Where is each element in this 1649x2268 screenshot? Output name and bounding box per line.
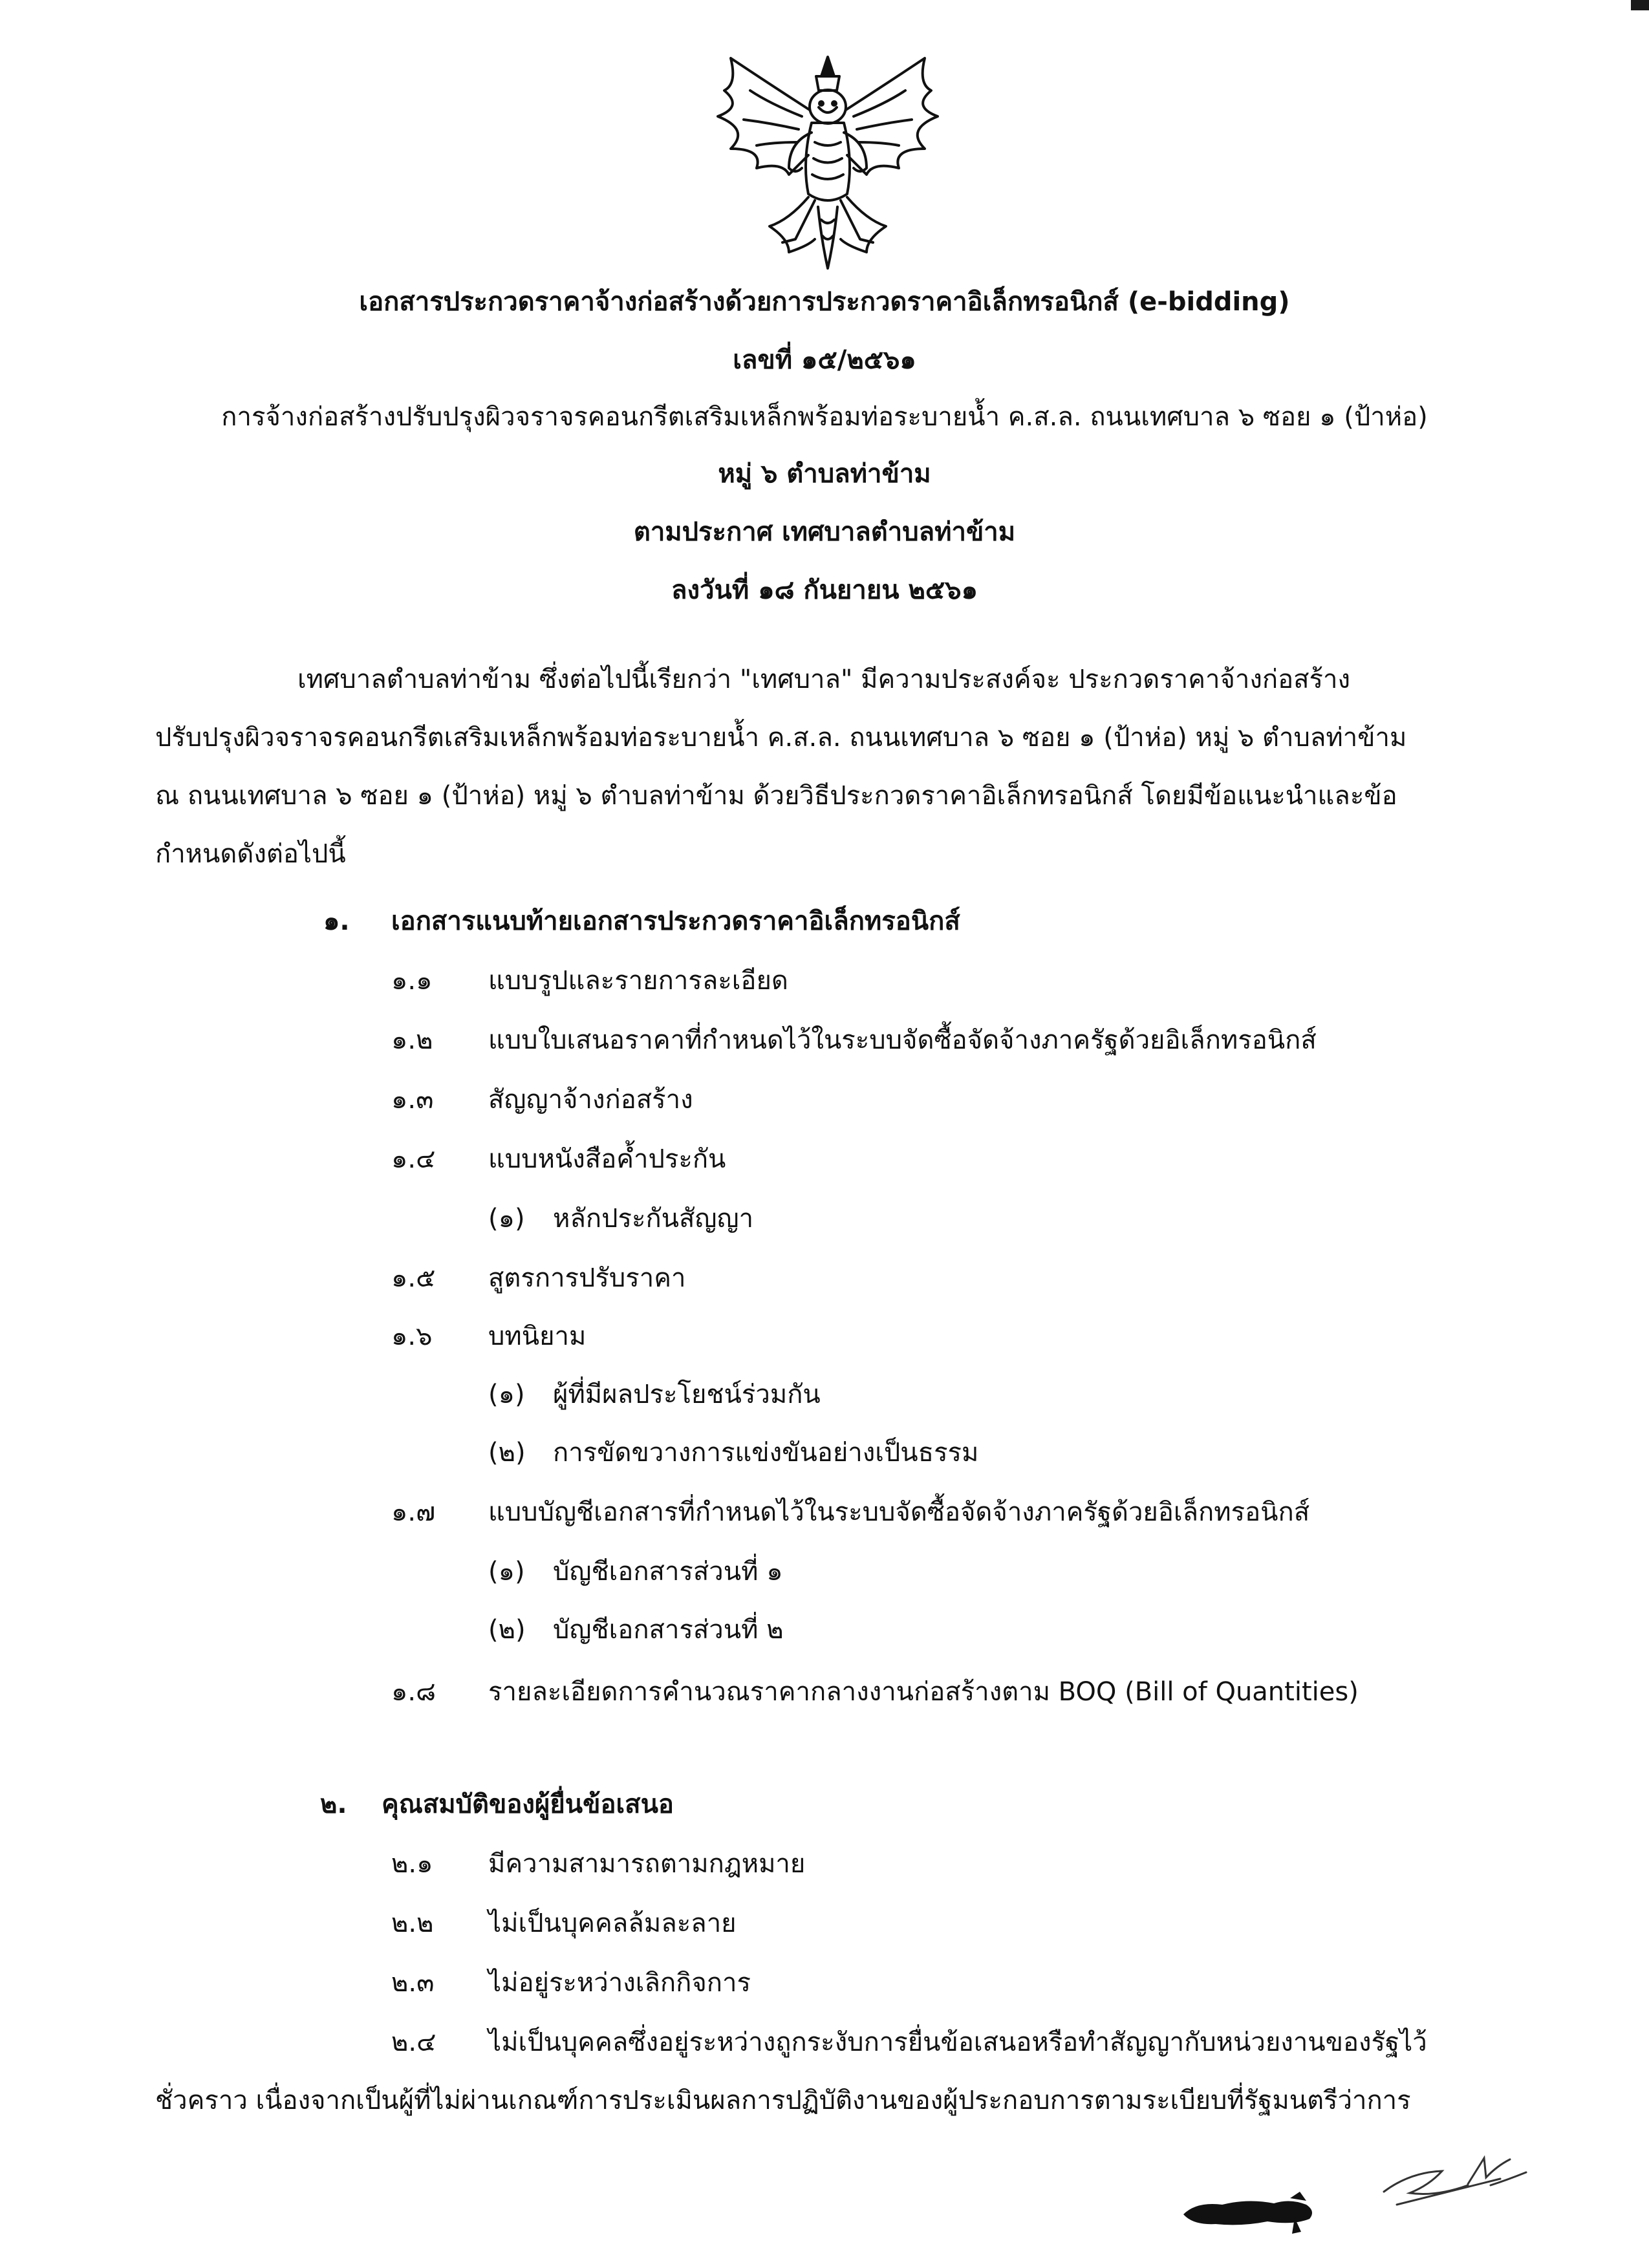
project-title-line2: หมู่ ๖ ตำบลท่าข้าม	[718, 459, 931, 489]
list-item-number: ๑.๑	[391, 966, 433, 996]
sub-item: หลักประกันสัญญา	[553, 1204, 754, 1234]
list-item-number: ๑.๕	[391, 1263, 436, 1293]
list-item: รายละเอียดการคำนวณราคากลางงานก่อสร้างตาม BOQ (Bill of Quantities)	[488, 1677, 1359, 1707]
sub-item: บัญชีเอกสารส่วนที่ ๒	[553, 1615, 784, 1645]
list-item: ไม่อยู่ระหว่างเลิกกิจการ	[488, 1968, 751, 1998]
intro-line1: เทศบาลตำบลท่าข้าม ซึ่งต่อไปนี้เรียกว่า "เทศบาล" มีความประสงค์จะ ประกวดราคาจ้างก่อสร้าง	[297, 665, 1350, 694]
sub-item: การขัดขวางการแข่งขันอย่างเป็นธรรม	[553, 1438, 979, 1468]
list-item-number: ๑.๓	[391, 1085, 434, 1115]
section2-number: ๒.	[320, 1790, 347, 1819]
sub-item-number: (๒)	[488, 1615, 526, 1645]
intro-line2: ปรับปรุงผิวจราจรคอนกรีตเสริมเหล็กพร้อมท่อระบายน้ำ ค.ส.ล. ถนนเทศบาล ๖ ซอย ๑ (ป้าห่อ) หมู่ ๖ ตำบลท่าข้าม	[155, 723, 1407, 753]
ink-mark-icon	[1177, 2179, 1326, 2237]
list-item: สัญญาจ้างก่อสร้าง	[488, 1085, 693, 1115]
list-item: ไม่เป็นบุคคลซึ่งอยู่ระหว่างถูกระงับการยื่นข้อเสนอหรือทำสัญญากับหน่วยงานของรัฐไว้	[488, 2027, 1427, 2057]
list-item-number: ๑.๔	[391, 1144, 436, 1174]
list-item: แบบบัญชีเอกสารที่กำหนดไว้ในระบบจัดซื้อจัดจ้างภาครัฐด้วยอิเล็กทรอนิกส์	[488, 1497, 1310, 1527]
section1-heading: เอกสารแนบท้ายเอกสารประกวดราคาอิเล็กทรอนิกส์	[391, 906, 960, 936]
intro-line4: กำหนดดังต่อไปนี้	[155, 839, 346, 869]
list-item-number: ๑.๗	[391, 1497, 436, 1527]
list-item-number: ๒.๑	[391, 1849, 433, 1879]
paragraph-continuation: ชั่วคราว เนื่องจากเป็นผู้ที่ไม่ผ่านเกณฑ์การประเมินผลการปฏิบัติงานของผู้ประกอบการตามระเบียบที่รัฐมนตรีว่าการ	[155, 2086, 1411, 2115]
sub-item-number: (๑)	[488, 1557, 525, 1587]
list-item-number: ๒.๒	[391, 1909, 434, 1938]
scan-edge-mark	[1631, 0, 1649, 10]
project-title-line1: การจ้างก่อสร้างปรับปรุงผิวจราจรคอนกรีตเสริมเหล็กพร้อมท่อระบายน้ำ ค.ส.ล. ถนนเทศบาล ๖ ซอย ๑ (ป้าห่อ)	[221, 402, 1428, 432]
announcement-date: ลงวันที่ ๑๘ กันยายน ๒๕๖๑	[671, 575, 978, 605]
sub-item-number: (๒)	[488, 1438, 526, 1468]
sub-item: บัญชีเอกสารส่วนที่ ๑	[553, 1557, 783, 1587]
list-item: แบบรูปและรายการละเอียด	[488, 966, 788, 996]
list-item-number: ๒.๓	[391, 1968, 435, 1998]
section2-heading: คุณสมบัติของผู้ยื่นข้อเสนอ	[382, 1790, 674, 1819]
list-item: แบบใบเสนอราคาที่กำหนดไว้ในระบบจัดซื้อจัดจ้างภาครัฐด้วยอิเล็กทรอนิกส์	[488, 1025, 1317, 1055]
sub-item-number: (๑)	[488, 1380, 525, 1409]
section1-number: ๑.	[323, 906, 350, 936]
list-item: สูตรการปรับราคา	[488, 1263, 686, 1293]
list-item-number: ๑.๒	[391, 1025, 433, 1055]
list-item-number: ๒.๔	[391, 2027, 436, 2057]
document-number: เลขที่ ๑๕/๒๕๖๑	[733, 345, 916, 375]
garuda-emblem-icon	[692, 45, 964, 284]
list-item: บทนิยาม	[488, 1321, 587, 1351]
list-item: ไม่เป็นบุคคลล้มละลาย	[488, 1909, 737, 1938]
signature-icon	[1371, 2146, 1539, 2218]
announcement-line: ตามประกาศ เทศบาลตำบลท่าข้าม	[633, 517, 1016, 547]
sub-item-number: (๑)	[488, 1204, 525, 1234]
list-item-number: ๑.๘	[391, 1677, 436, 1707]
list-item-number: ๑.๖	[391, 1321, 433, 1351]
list-item: มีความสามารถตามกฎหมาย	[488, 1849, 806, 1879]
document-title: เอกสารประกวดราคาจ้างก่อสร้างด้วยการประกวดราคาอิเล็กทรอนิกส์ (e-bidding)	[359, 287, 1290, 317]
sub-item: ผู้ที่มีผลประโยชน์ร่วมกัน	[553, 1380, 821, 1409]
list-item: แบบหนังสือค้ำประกัน	[488, 1144, 726, 1174]
intro-line3: ณ ถนนเทศบาล ๖ ซอย ๑ (ป้าห่อ) หมู่ ๖ ตำบลท่าข้าม ด้วยวิธีประกวดราคาอิเล็กทรอนิกส์ โดยมีข้อแนะนำและข้อ	[155, 781, 1397, 811]
